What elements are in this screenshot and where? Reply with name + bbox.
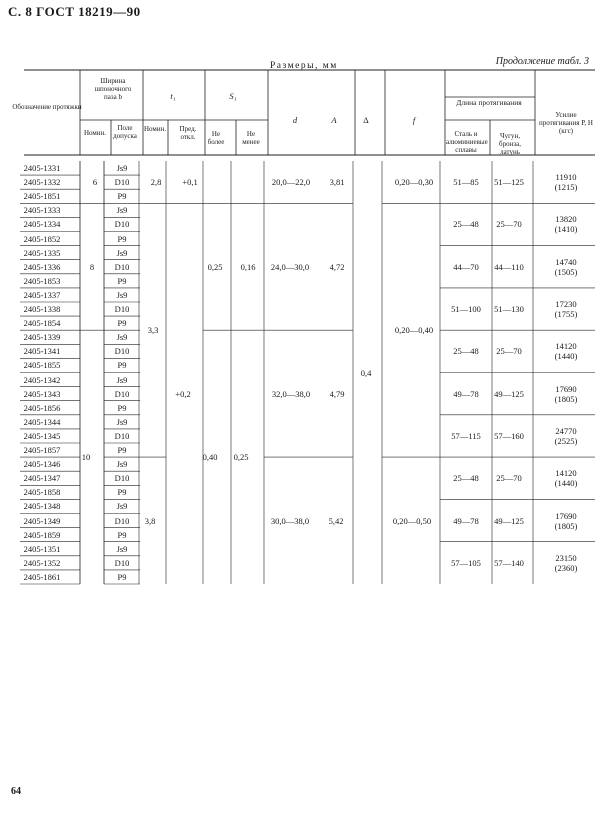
cell-cast-iron-length: 25—70 <box>496 473 522 484</box>
cell-force-kgf: (1805) <box>554 393 578 404</box>
row-tolerance-field: P9 <box>117 191 127 202</box>
row-designation: 2405-1859 <box>23 529 61 540</box>
row-tolerance-field: D10 <box>114 430 130 441</box>
cell-d: 20,0—22,0 <box>271 177 311 188</box>
row-designation: 2405-1857 <box>23 445 61 455</box>
row-tolerance-field: Js9 <box>116 289 128 300</box>
row-tolerance-field: P9 <box>117 275 127 286</box>
cell-force-newton: 14120 <box>555 341 577 352</box>
cell-t1-nom: 3,3 <box>147 325 159 336</box>
header-nomin-b: Номин. <box>83 129 107 137</box>
row-designation: 2405-1347 <box>23 473 61 484</box>
cell-steel-length: 49—78 <box>453 388 479 399</box>
row-designation: 2405-1352 <box>23 557 61 568</box>
row-designation: 2405-1342 <box>23 374 61 385</box>
row-tolerance-field: Js9 <box>116 501 128 512</box>
header-s1-max: Не более <box>207 130 225 147</box>
row-tolerance-field: D10 <box>114 515 130 526</box>
cell-steel-length: 49—78 <box>453 515 479 526</box>
row-tolerance-field: Js9 <box>116 163 128 173</box>
row-tolerance-field: P9 <box>117 360 127 371</box>
cell-force-kgf: (1440) <box>554 478 578 489</box>
header-t1-nomin: Номин. <box>144 125 167 133</box>
cell-steel-length: 25—48 <box>453 473 479 484</box>
cell-cast-iron-length: 57—160 <box>494 430 524 441</box>
row-designation: 2405-1349 <box>23 515 61 526</box>
row-designation: 2405-1333 <box>23 205 61 216</box>
cell-force-kgf: (1440) <box>554 351 578 362</box>
row-designation: 2405-1855 <box>23 360 61 371</box>
row-designation: 2405-1343 <box>23 388 61 399</box>
row-tolerance-field: P9 <box>117 233 127 244</box>
row-designation: 2405-1852 <box>23 233 61 244</box>
cell-s1-min: 0,16 <box>240 261 256 272</box>
cell-s1-min: 0,25 <box>233 452 249 463</box>
cell-a: 4,79 <box>329 388 345 399</box>
header-d: d <box>292 115 298 125</box>
cell-d: 24,0—30,0 <box>270 261 310 272</box>
row-designation: 2405-1332 <box>23 177 61 188</box>
row-tolerance-field: D10 <box>114 388 130 399</box>
cell-a: 4,72 <box>329 261 345 272</box>
cell-steel-length: 57—105 <box>451 557 481 568</box>
row-designation: 2405-1856 <box>23 402 61 413</box>
cell-steel-length: 51—85 <box>453 177 479 188</box>
row-designation: 2405-1861 <box>23 571 61 582</box>
page-header: С. 8 ГОСТ 18219—90 <box>8 4 141 19</box>
row-tolerance-field: Js9 <box>116 459 128 470</box>
row-designation: 2405-1337 <box>23 289 61 300</box>
page-number: 64 <box>11 786 21 797</box>
header-s1-min: Не менее <box>242 130 260 147</box>
row-tolerance-field: D10 <box>114 473 130 484</box>
cell-cast-iron-length: 57—140 <box>494 557 524 568</box>
header-length-group: Длина протягивания <box>456 98 522 107</box>
row-designation: 2405-1331 <box>23 163 61 173</box>
row-designation: 2405-1338 <box>23 304 61 314</box>
row-designation: 2405-1344 <box>23 416 61 427</box>
header-steel: Сталь и алюминиевые сплавы <box>446 130 488 155</box>
cell-cast-iron-length: 25—70 <box>496 346 522 357</box>
row-designation: 2405-1341 <box>23 346 61 357</box>
header-tolerance-field: Поле допуска <box>113 124 137 141</box>
row-designation: 2405-1334 <box>23 219 61 230</box>
cell-d: 32,0—38,0 <box>271 388 311 399</box>
row-designation: 2405-1335 <box>23 247 61 258</box>
cell-d: 30,0—38,0 <box>270 515 310 526</box>
cell-t1-dev: +0,1 <box>182 177 198 188</box>
cell-t1-nom: 2,8 <box>150 177 162 188</box>
row-tolerance-field: P9 <box>117 318 127 329</box>
row-tolerance-field: P9 <box>117 529 127 540</box>
row-tolerance-field: Js9 <box>116 416 128 427</box>
cell-nom-b: 6 <box>92 177 98 188</box>
row-tolerance-field: Js9 <box>116 205 128 216</box>
cell-f: 0,20—0,30 <box>394 177 434 188</box>
cell-cast-iron-length: 51—130 <box>494 304 524 315</box>
cell-force-newton: 17690 <box>555 510 577 521</box>
sizes-title: Размеры, мм <box>270 61 338 71</box>
cell-force-newton: 24770 <box>555 425 577 436</box>
header-designation: Обозначение протяжки <box>12 103 82 111</box>
row-tolerance-field: P9 <box>117 571 127 582</box>
header-delta: Δ <box>363 115 369 125</box>
cell-steel-length: 51—100 <box>451 304 481 315</box>
header-s1: S₁ <box>229 91 237 101</box>
cell-force-newton: 11910 <box>555 172 577 183</box>
row-tolerance-field: D10 <box>114 177 130 188</box>
row-tolerance-field: D10 <box>114 219 130 230</box>
cell-force-kgf: (2360) <box>554 562 578 573</box>
cell-force-newton: 17690 <box>555 383 577 394</box>
row-designation: 2405-1345 <box>23 430 61 441</box>
cell-s1-max: 0,25 <box>207 261 223 272</box>
cell-steel-length: 57—115 <box>451 430 481 441</box>
cell-nom-b: 10 <box>81 452 91 463</box>
row-tolerance-field: D10 <box>114 557 130 568</box>
table-continuation-note: Продолжение табл. 3 <box>495 56 589 67</box>
cell-cast-iron-length: 49—125 <box>494 388 524 399</box>
cell-f: 0,20—0,40 <box>394 325 434 336</box>
row-designation: 2405-1858 <box>23 487 61 498</box>
row-tolerance-field: Js9 <box>116 374 128 385</box>
row-designation: 2405-1851 <box>23 191 61 202</box>
cell-delta: 0,4 <box>360 367 372 378</box>
cell-force-kgf: (1215) <box>554 182 578 193</box>
cell-force-newton: 13820 <box>555 214 577 225</box>
row-designation: 2405-1351 <box>23 543 61 554</box>
row-tolerance-field: Js9 <box>116 332 128 343</box>
row-tolerance-field: D10 <box>114 346 130 357</box>
cell-force-newton: 23150 <box>555 552 577 563</box>
header-a: A <box>331 115 337 125</box>
cell-force-newton: 14120 <box>555 468 577 479</box>
row-designation: 2405-1339 <box>23 332 61 343</box>
cell-force-newton: 17230 <box>555 299 577 310</box>
cell-force-kgf: (1755) <box>554 309 578 320</box>
cell-a: 3,81 <box>329 177 345 188</box>
cell-a: 5,42 <box>328 515 344 526</box>
header-key-width: Ширина шпоночного паза b <box>94 77 132 102</box>
row-tolerance-field: Js9 <box>116 543 128 554</box>
cell-steel-length: 44—70 <box>453 261 479 272</box>
row-designation: 2405-1346 <box>23 459 61 470</box>
cell-force-kgf: (1410) <box>554 224 578 235</box>
row-tolerance-field: D10 <box>114 261 130 272</box>
row-tolerance-field: Js9 <box>116 247 128 258</box>
cell-steel-length: 25—48 <box>453 219 479 230</box>
cell-f: 0,20—0,50 <box>392 515 432 526</box>
header-t1-deviation: Пред. откл. <box>179 125 197 142</box>
row-designation: 2405-1854 <box>23 318 61 329</box>
header-cast-iron: Чугун, бронза, латунь <box>499 132 521 157</box>
row-designation: 2405-1348 <box>23 501 61 512</box>
header-f: f <box>412 115 416 125</box>
cell-t1-dev: +0,2 <box>175 388 191 399</box>
cell-force-kgf: (1805) <box>554 520 578 531</box>
cell-t1-nom: 3,8 <box>144 515 156 526</box>
row-designation: 2405-1853 <box>23 275 61 286</box>
row-tolerance-field: P9 <box>117 402 127 413</box>
cell-cast-iron-length: 49—125 <box>494 515 524 526</box>
cell-cast-iron-length: 25—70 <box>496 219 522 230</box>
row-designation: 2405-1336 <box>23 261 61 272</box>
row-tolerance-field: P9 <box>117 487 127 498</box>
cell-force-newton: 14740 <box>555 256 577 267</box>
cell-force-kgf: (2525) <box>554 435 578 446</box>
cell-cast-iron-length: 51—125 <box>494 177 524 188</box>
cell-s1-max: 0,40 <box>202 452 218 463</box>
row-tolerance-field: D10 <box>114 304 130 314</box>
cell-steel-length: 25—48 <box>453 346 479 357</box>
row-tolerance-field: P9 <box>117 445 127 455</box>
cell-nom-b: 8 <box>89 261 95 272</box>
cell-force-kgf: (1505) <box>554 266 578 277</box>
cell-cast-iron-length: 44—110 <box>494 261 524 272</box>
header-force: Усилие протягивания P, Н (кгс) <box>539 111 593 136</box>
header-t1: t₁ <box>170 91 176 101</box>
